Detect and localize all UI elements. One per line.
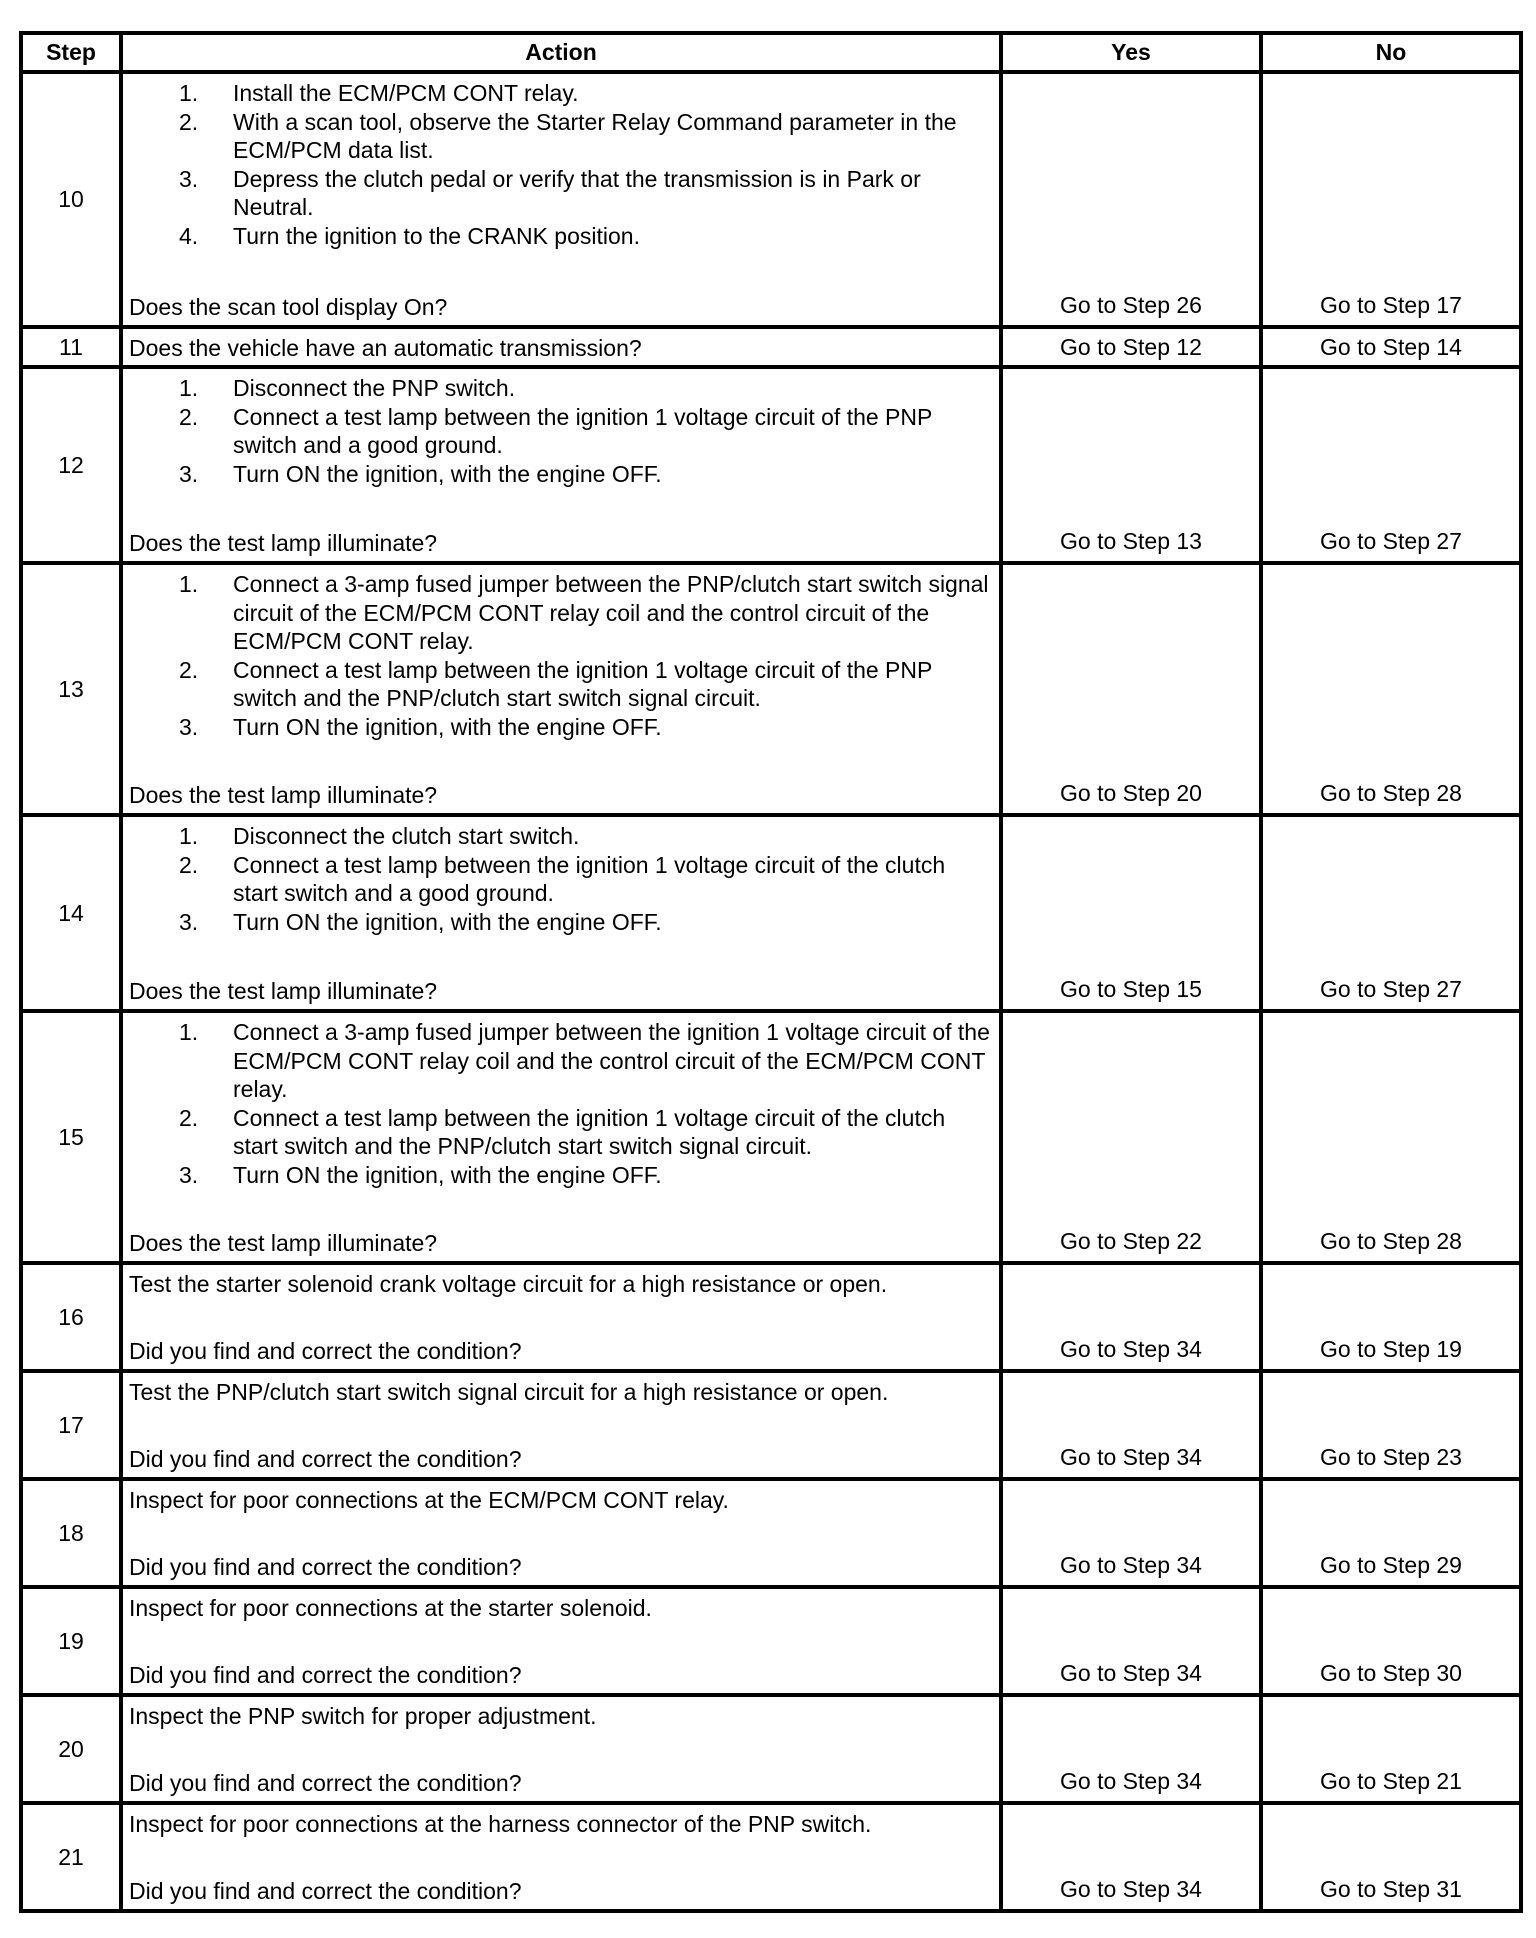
table-row <box>21 1695 1521 1803</box>
yes-result: Go to Step 34 <box>1001 1803 1261 1911</box>
list-item: 3. Turn ON the ignition, with the engine OFF. <box>179 460 662 487</box>
step-number: 17 <box>21 1371 121 1479</box>
no-result: Go to Step 19 <box>1261 1263 1521 1371</box>
action-text: Inspect the PNP switch for proper adjustment. <box>129 1703 597 1729</box>
diagnostic-table <box>19 31 1523 1913</box>
no-result: Go to Step 29 <box>1261 1479 1521 1587</box>
yes-result: Go to Step 34 <box>1001 1479 1261 1587</box>
no-result: Go to Step 28 <box>1261 563 1521 815</box>
action-cell <box>121 72 1001 327</box>
action-text: Inspect for poor connections at the starter solenoid. <box>129 1595 652 1621</box>
action-cell <box>121 1587 1001 1695</box>
header-yes: Yes <box>1001 33 1261 72</box>
list-item: 2. Connect a test lamp between the ignition 1 voltage circuit of the PNP switch and the PNP/clutch start switch signal circuit. <box>179 656 932 711</box>
list-item: 1. Disconnect the PNP switch. <box>179 375 516 401</box>
list-item: 1. Connect a 3-amp fused jumper between the PNP/clutch start switch signal circuit of the ECM/PCM CONT relay coil and the control circuit of the ECM/PCM CONT relay. <box>179 571 989 654</box>
step-number: 18 <box>21 1479 121 1587</box>
list-item: 3. Depress the clutch pedal or verify that the transmission is in Park or Neutral. <box>179 165 921 220</box>
list-item: 3. Turn ON the ignition, with the engine OFF. <box>179 1161 662 1188</box>
yes-result: Go to Step 12 <box>1001 327 1261 367</box>
yes-result: Go to Step 26 <box>1001 72 1261 327</box>
yes-result: Go to Step 34 <box>1001 1371 1261 1479</box>
question-text: Did you find and correct the condition? <box>129 1662 522 1688</box>
action-cell <box>121 563 1001 815</box>
no-result: Go to Step 28 <box>1261 1011 1521 1263</box>
yes-result: Go to Step 13 <box>1001 367 1261 563</box>
action-text: Inspect for poor connections at the harness connector of the PNP switch. <box>129 1811 872 1837</box>
question-text: Did you find and correct the condition? <box>129 1878 522 1904</box>
step-number: 10 <box>21 72 121 327</box>
table-row <box>21 1263 1521 1371</box>
action-cell <box>121 1263 1001 1371</box>
yes-result: Go to Step 15 <box>1001 815 1261 1011</box>
yes-result: Go to Step 34 <box>1001 1695 1261 1803</box>
no-result: Go to Step 27 <box>1261 815 1521 1011</box>
step-number: 13 <box>21 563 121 815</box>
table-row <box>21 367 1521 563</box>
step-number: 14 <box>21 815 121 1011</box>
header-action: Action <box>121 33 1001 72</box>
instruction-list <box>129 570 995 741</box>
table-row <box>21 1011 1521 1263</box>
step-number: 16 <box>21 1263 121 1371</box>
table-row <box>21 1803 1521 1911</box>
yes-result: Go to Step 34 <box>1001 1587 1261 1695</box>
table-row <box>21 815 1521 1011</box>
yes-result: Go to Step 34 <box>1001 1263 1261 1371</box>
list-item: 3. Turn ON the ignition, with the engine OFF. <box>179 908 662 935</box>
question-text: Does the test lamp illuminate? <box>129 782 438 808</box>
instruction-list <box>129 822 995 936</box>
action-cell <box>121 1371 1001 1479</box>
question-text: Did you find and correct the condition? <box>129 1446 522 1472</box>
list-item: 2. Connect a test lamp between the ignition 1 voltage circuit of the clutch start switch and a good ground. <box>179 851 946 906</box>
step-number: 12 <box>21 367 121 563</box>
list-item: 2. Connect a test lamp between the ignition 1 voltage circuit of the PNP switch and a good ground. <box>179 403 932 458</box>
question-text: Does the test lamp illuminate? <box>129 978 438 1004</box>
no-result: Go to Step 27 <box>1261 367 1521 563</box>
list-item: 1. Connect a 3-amp fused jumper between the ignition 1 voltage circuit of the ECM/PCM CONT relay coil and the control circuit of the ECM/PCM CONT relay. <box>179 1019 990 1102</box>
action-cell <box>121 815 1001 1011</box>
instruction-list <box>129 79 995 250</box>
instruction-list <box>129 1018 995 1189</box>
list-item: 1. Disconnect the clutch start switch. <box>179 823 580 849</box>
step-number: 19 <box>21 1587 121 1695</box>
instruction-list <box>129 374 995 488</box>
action-cell <box>121 1011 1001 1263</box>
table-row <box>21 327 1521 367</box>
step-number: 20 <box>21 1695 121 1803</box>
header-row <box>21 33 1521 72</box>
table-row <box>21 1479 1521 1587</box>
no-result: Go to Step 14 <box>1261 327 1521 367</box>
action-text: Test the starter solenoid crank voltage circuit for a high resistance or open. <box>129 1271 888 1297</box>
question-text: Did you find and correct the condition? <box>129 1770 522 1796</box>
no-result: Go to Step 21 <box>1261 1695 1521 1803</box>
list-item: 4. Turn the ignition to the CRANK position. <box>179 222 640 249</box>
header-step: Step <box>21 33 121 72</box>
question-text: Did you find and correct the condition? <box>129 1554 522 1580</box>
list-item: 2. Connect a test lamp between the ignition 1 voltage circuit of the clutch start switch and the PNP/clutch start switch signal circuit. <box>179 1104 946 1159</box>
list-item: 2. With a scan tool, observe the Starter Relay Command parameter in the ECM/PCM data list. <box>179 108 957 163</box>
header-no: No <box>1261 33 1521 72</box>
action-text: Inspect for poor connections at the ECM/PCM CONT relay. <box>129 1487 729 1513</box>
question-text: Did you find and correct the condition? <box>129 1338 522 1364</box>
question-text: Does the test lamp illuminate? <box>129 530 438 556</box>
action-text: Test the PNP/clutch start switch signal circuit for a high resistance or open. <box>129 1379 889 1405</box>
table-row <box>21 1371 1521 1479</box>
table-row <box>21 563 1521 815</box>
action-cell <box>121 1695 1001 1803</box>
yes-result: Go to Step 22 <box>1001 1011 1261 1263</box>
step-number: 15 <box>21 1011 121 1263</box>
no-result: Go to Step 17 <box>1261 72 1521 327</box>
action-cell <box>121 367 1001 563</box>
yes-result: Go to Step 20 <box>1001 563 1261 815</box>
table-row <box>21 72 1521 327</box>
list-item: 1. Install the ECM/PCM CONT relay. <box>179 80 579 106</box>
table-row <box>21 1587 1521 1695</box>
question-text: Does the test lamp illuminate? <box>129 1230 438 1256</box>
no-result: Go to Step 31 <box>1261 1803 1521 1911</box>
action-cell <box>121 1479 1001 1587</box>
list-item: 3. Turn ON the ignition, with the engine OFF. <box>179 713 662 740</box>
step-number: 21 <box>21 1803 121 1911</box>
action-cell <box>121 1803 1001 1911</box>
question-text: Does the vehicle have an automatic transmission? <box>121 327 1001 367</box>
no-result: Go to Step 23 <box>1261 1371 1521 1479</box>
question-text: Does the scan tool display On? <box>129 294 448 320</box>
no-result: Go to Step 30 <box>1261 1587 1521 1695</box>
step-number: 11 <box>21 327 121 367</box>
